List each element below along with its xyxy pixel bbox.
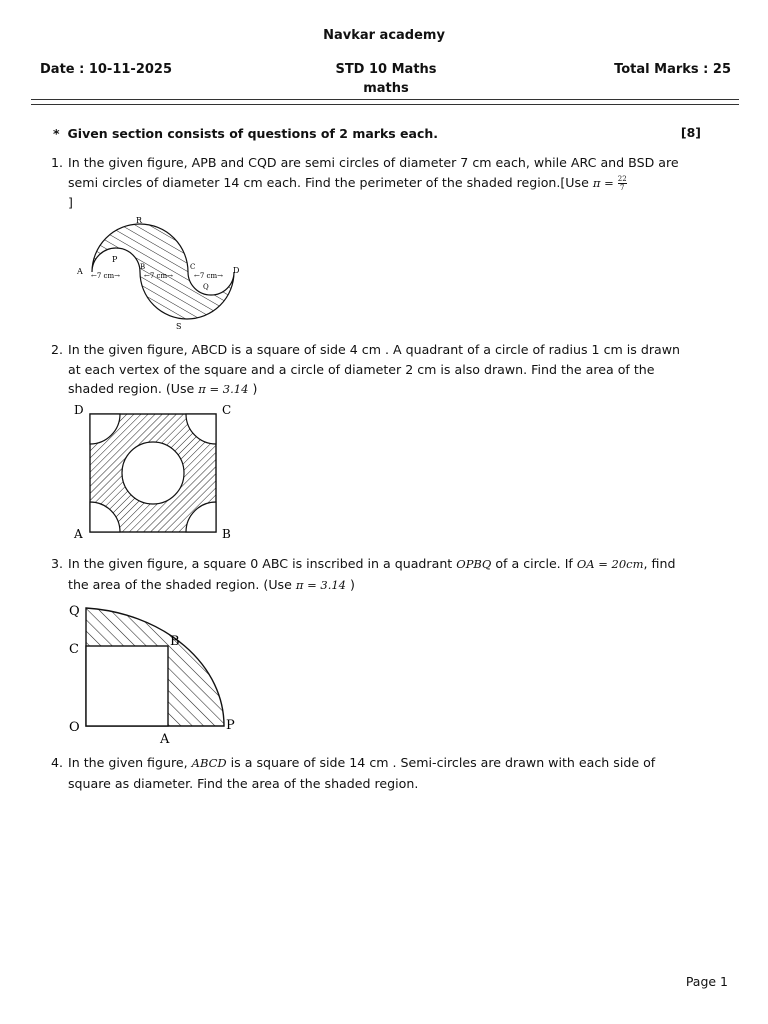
- total-marks: Total Marks : 25: [614, 62, 731, 77]
- section-marks: [8]: [680, 125, 701, 140]
- question-1: [51, 153, 687, 213]
- question-tail: ): [252, 381, 258, 396]
- question-text-b: of a circle. If: [495, 556, 573, 571]
- question-text-a: In the given figure,: [68, 755, 188, 770]
- exam-date: Date : 10-11-2025: [40, 62, 172, 77]
- standard: STD 10 Maths: [335, 62, 437, 77]
- fig3-label-o: O: [69, 720, 80, 735]
- fig2-label-c: C: [222, 403, 232, 417]
- pi-value: π = 3.14: [295, 577, 346, 592]
- school-name: Navkar academy: [323, 28, 445, 43]
- fig2-label-d: D: [74, 403, 84, 417]
- question-tail: ): [350, 576, 355, 592]
- page-number: Page 1: [685, 974, 728, 989]
- figure-semicircles: [70, 212, 250, 334]
- question-2: [51, 340, 687, 400]
- fig1-label-p: P: [112, 255, 118, 264]
- question-3: [51, 554, 687, 595]
- question-text: In the given figure, APB and CQD are semi circles of diameter 7 cm each, while ARC and BSD are semi circles of diameter 14 cm each. Find the perimeter of the shaded region.[Use: [68, 155, 679, 190]
- section-heading: [53, 126, 438, 141]
- question-text-c: , find the area of the shaded region. (Use: [68, 556, 676, 592]
- subject: maths: [363, 81, 409, 96]
- fig1-label-s: S: [176, 322, 182, 331]
- figure-quadrant-square: [66, 600, 246, 748]
- fig3-label-q: Q: [69, 604, 80, 619]
- fig3-label-p: P: [226, 718, 235, 733]
- header-divider-bottom: [31, 104, 739, 105]
- question-number: 3.: [51, 556, 64, 571]
- fig3-label-c: C: [69, 642, 79, 657]
- question-text-a: In the given figure, a square 0 ABC is inscribed in a quadrant: [68, 556, 453, 571]
- fig3-label-a: A: [160, 732, 170, 747]
- question-number: 1.: [51, 155, 64, 170]
- fig1-measure-3: ←7 cm→: [194, 272, 223, 280]
- fig1-label-c: C: [190, 263, 196, 271]
- fig1-measure-1: ←7 cm→: [91, 272, 120, 280]
- section-title: Given section consists of questions of 2 marks each.: [67, 126, 439, 141]
- question-number: 4.: [51, 755, 64, 770]
- fig1-label-b: B: [140, 263, 146, 271]
- math-oa: OA = 20cm: [576, 557, 644, 571]
- pi-value: π = 3.14: [198, 382, 249, 396]
- fig1-label-q: Q: [203, 283, 209, 291]
- fig1-measure-2: ←7 cm→: [144, 272, 173, 280]
- fig3-label-b: B: [170, 634, 180, 649]
- question-text: In the given figure, ABCD is a square of side 4 cm . A quadrant of a circle of radius 1 cm is drawn at each vertex of the square and a circle of diameter 2 cm is also drawn. Find the area of the shaded region. (Use: [68, 342, 681, 396]
- math-abcd: ABCD: [191, 756, 227, 770]
- fig1-label-d: D: [233, 266, 240, 275]
- math-opbq: OPBQ: [456, 557, 492, 571]
- question-tail: ]: [68, 195, 73, 210]
- question-text-b: is a square of side 14 cm . Semi-circles are drawn with each side of square as diameter. Find the area of the shaded region.: [68, 755, 656, 791]
- question-4: [51, 753, 687, 793]
- question-number: 2.: [51, 342, 64, 357]
- bullet-star: *: [53, 126, 60, 141]
- pi-symbol: π =: [592, 175, 614, 190]
- fig1-label-r: R: [136, 216, 143, 225]
- fig1-label-a: A: [77, 267, 83, 276]
- figure-square-quadrants: [70, 400, 240, 545]
- fig2-label-b: B: [222, 527, 231, 541]
- fraction: $\frac{22}{7}$: [617, 174, 627, 192]
- header-divider-top: [31, 99, 739, 100]
- fig2-label-a: A: [74, 527, 83, 541]
